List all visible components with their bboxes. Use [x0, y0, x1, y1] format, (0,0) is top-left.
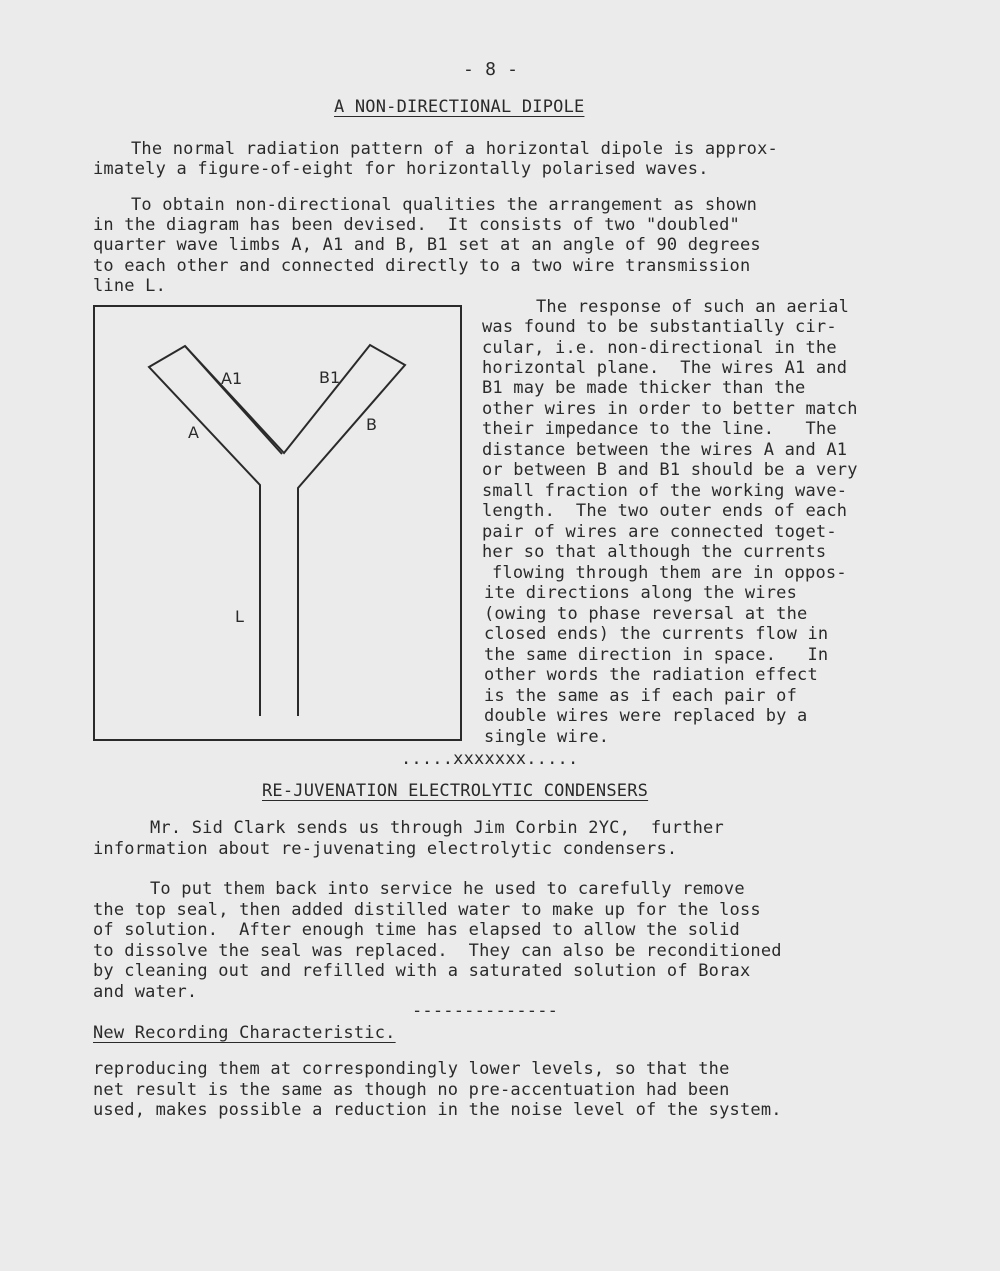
- side-text-line: (owing to phase reversal at the: [484, 604, 808, 624]
- section-separator: .....xxxxxxx.....: [401, 749, 579, 769]
- condensers-para-line: Mr. Sid Clark sends us through Jim Corbin 2YC, further: [150, 818, 724, 838]
- side-text-line: pair of wires are connected toget-: [482, 522, 837, 542]
- condensers-para-line: of solution. After enough time has elapsed to allow the solid: [93, 920, 740, 940]
- side-text-line: other wires in order to better match: [482, 399, 858, 419]
- condensers-para-line: the top seal, then added distilled water to make up for the loss: [93, 900, 761, 920]
- dipole-para-line: quarter wave limbs A, A1 and B, B1 set at an angle of 90 degrees: [93, 235, 761, 255]
- side-text-line: her so that although the currents: [482, 542, 827, 562]
- condensers-para-line: information about re-juvenating electrolytic condensers.: [93, 839, 678, 859]
- recording-para-line: used, makes possible a reduction in the noise level of the system.: [93, 1100, 782, 1120]
- section-separator: --------------: [412, 1001, 559, 1021]
- side-text-line: or between B and B1 should be a very: [482, 460, 858, 480]
- dipole-outer-wire: [149, 345, 405, 716]
- dipole-para-line: to each other and connected directly to a two wire transmission: [93, 256, 751, 276]
- condensers-para-line: to dissolve the seal was replaced. They can also be reconditioned: [93, 941, 782, 961]
- condensers-para-line: by cleaning out and refilled with a saturated solution of Borax: [93, 961, 751, 981]
- side-text-line: length. The two outer ends of each: [482, 501, 848, 521]
- side-text-line: double wires were replaced by a: [484, 706, 808, 726]
- side-text-line: cular, i.e. non-directional in the: [482, 338, 837, 358]
- dipole-para-line: To obtain non-directional qualities the arrangement as shown: [131, 195, 758, 215]
- side-text-line: their impedance to the line. The: [482, 419, 837, 439]
- dipole-para-line: line L.: [93, 276, 167, 296]
- side-text-line: the same direction in space. In: [484, 645, 829, 665]
- dipole-intro-line: imately a figure-of-eight for horizontally polarised waves.: [93, 159, 709, 179]
- dipole-diagram: [93, 305, 462, 741]
- side-text-line: distance between the wires A and A1: [482, 440, 848, 460]
- side-text-line: was found to be substantially cir-: [482, 317, 837, 337]
- condensers-section-title: RE-JUVENATION ELECTROLYTIC CONDENSERS: [262, 781, 649, 801]
- condensers-para-line: To put them back into service he used to carefully remove: [150, 879, 745, 899]
- side-text-line: horizontal plane. The wires A1 and: [482, 358, 848, 378]
- dipole-intro-line: The normal radiation pattern of a horizontal dipole is approx-: [131, 139, 778, 159]
- label-l: L: [235, 607, 244, 626]
- recording-section-title: New Recording Characteristic.: [93, 1023, 396, 1043]
- page-number: - 8 -: [463, 59, 519, 80]
- recording-para-line: reproducing them at correspondingly lower levels, so that the: [93, 1059, 730, 1079]
- dipole-para-line: in the diagram has been devised. It consists of two "doubled": [93, 215, 740, 235]
- recording-para-line: net result is the same as though no pre-accentuation had been: [93, 1080, 730, 1100]
- side-text-line: closed ends) the currents flow in: [484, 624, 829, 644]
- side-text-line: is the same as if each pair of: [484, 686, 798, 706]
- dipole-section-title: A NON-DIRECTIONAL DIPOLE: [334, 97, 585, 117]
- side-text-line: The response of such an aerial: [536, 297, 850, 317]
- side-text-line: flowing through them are in oppos-: [492, 563, 847, 583]
- label-b: B: [366, 415, 377, 434]
- dipole-inner-wire-a1: [185, 346, 282, 454]
- condensers-para-line: and water.: [93, 982, 198, 1002]
- side-text-line: small fraction of the working wave-: [482, 481, 848, 501]
- label-b1: B1: [319, 368, 341, 387]
- side-text-line: other words the radiation effect: [484, 665, 818, 685]
- side-text-line: ite directions along the wires: [484, 583, 798, 603]
- side-text-line: single wire.: [484, 727, 610, 747]
- label-a: A: [188, 423, 199, 442]
- label-a1: A1: [221, 369, 243, 388]
- side-text-line: B1 may be made thicker than the: [482, 378, 806, 398]
- y-dipole-figure: [95, 307, 460, 739]
